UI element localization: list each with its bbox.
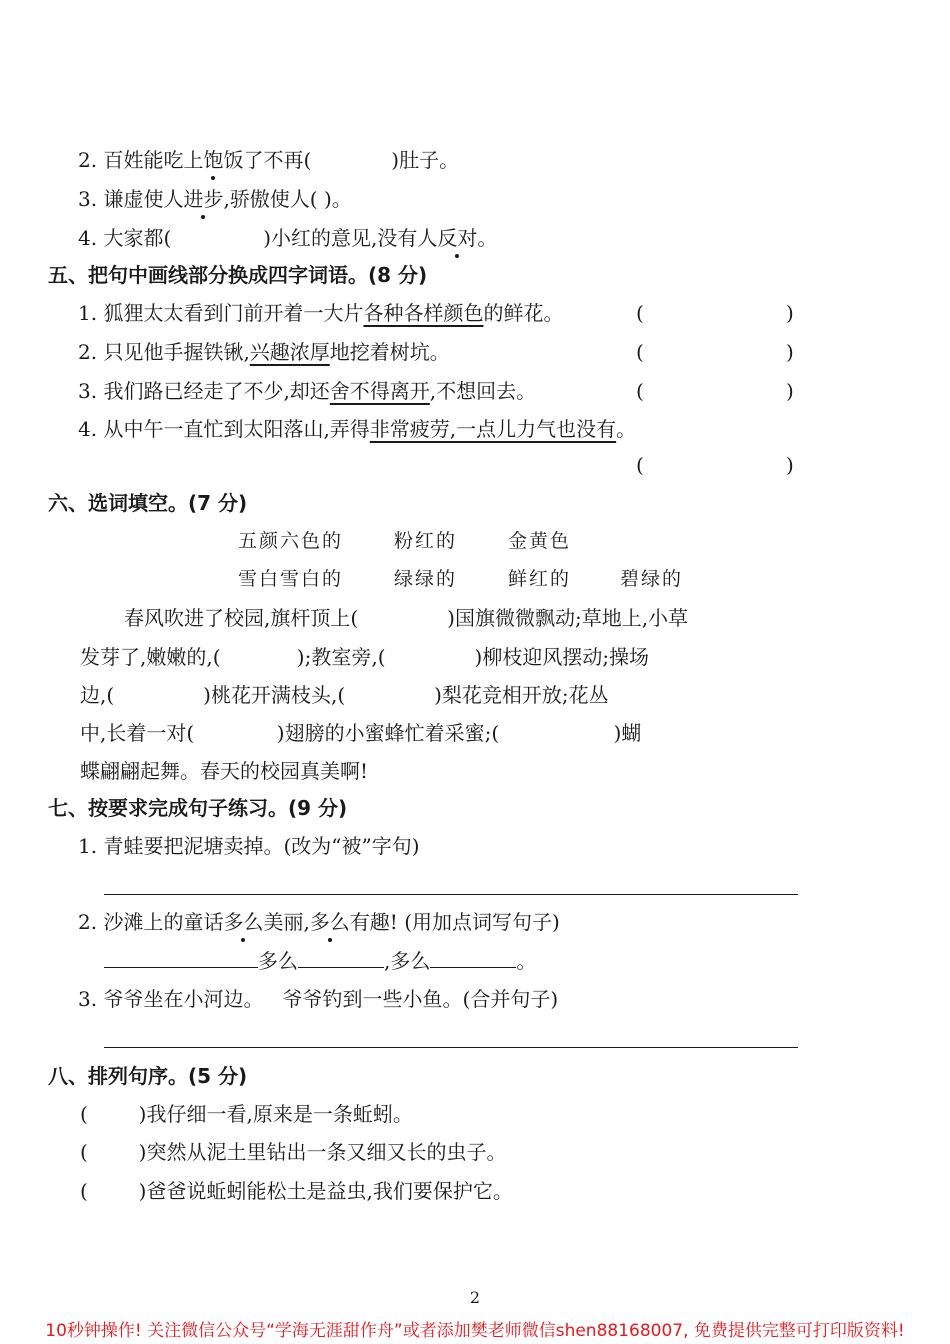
- sec7-question-2: 2. 沙滩上的童话多么美丽,多么有趣! (用加点词写句子): [78, 910, 560, 934]
- sec4-item-3: 3. 谦虚使人进步,骄傲使人( )。: [78, 187, 352, 211]
- passage-line: 春风吹进了校园,旗杆顶上( )国旗微微飘动;草地上,小草: [124, 606, 689, 630]
- promo-footer: 10秒钟操作! 关注微信公众号“学海无涯甜作舟”或者添加樊老师微信shen88168007, 免费提供完整可打印版资料!: [45, 1321, 905, 1341]
- sec7-fill-line: 多么 ,多么 。: [104, 947, 536, 975]
- sec7-question-3: 3. 爷爷坐在小河边。 爷爷钓到一些小鱼。(合并句子): [78, 987, 559, 1011]
- answer-paren-close: ): [786, 301, 794, 325]
- emphasis-dot-char: 进步: [183, 187, 224, 211]
- word-choice: 绿绿的: [394, 568, 458, 590]
- section-6-title: 六、选词填空。(7 分): [48, 491, 248, 515]
- order-item: ( )爸爸说蚯蚓能松土是益虫,我们要保护它。: [80, 1179, 513, 1203]
- fill-blank[interactable]: [104, 947, 258, 968]
- page-number: 2: [469, 1288, 481, 1307]
- word-choice: 金黄色: [508, 530, 572, 552]
- answer-line[interactable]: [104, 894, 798, 895]
- emphasis-dot-char: 饱: [203, 148, 224, 172]
- sec5-item-4: 4. 从中午一直忙到太阳落山,弄得非常疲劳,一点儿力气也没有。: [78, 417, 637, 441]
- emphasis-dot-char: 多么: [309, 910, 350, 934]
- answer-paren-open: (: [636, 340, 644, 364]
- order-item: ( )突然从泥土里钻出一条又细又长的虫子。: [80, 1140, 507, 1164]
- fill-blank[interactable]: [430, 947, 516, 968]
- emphasis-dot-char: 多么: [223, 910, 264, 934]
- section-5-title: 五、把句中画线部分换成四字词语。(8 分): [48, 263, 428, 287]
- word-choice: 雪白雪白的: [238, 568, 344, 590]
- emphasis-dot-char: 反对: [437, 226, 478, 250]
- sec4-item-4: 4. 大家都( )小红的意见,没有人反对。: [78, 226, 498, 250]
- fill-blank[interactable]: [298, 947, 384, 968]
- sec7-question-1: 1. 青蛙要把泥塘卖掉。(改为“被”字句): [78, 834, 420, 858]
- section-8-title: 八、排列句序。(5 分): [48, 1064, 248, 1088]
- passage-line: 中,长着一对( )翅膀的小蜜蜂忙着采蜜;( )蝴: [80, 721, 642, 745]
- word-choice: 碧绿的: [620, 568, 684, 590]
- answer-paren-open: (: [636, 379, 644, 403]
- answer-line[interactable]: [104, 1047, 798, 1048]
- sec5-item-2: 2. 只见他手握铁锹,兴趣浓厚地挖着树坑。: [78, 340, 450, 364]
- passage-line: 蝶翩翩起舞。春天的校园真美啊!: [80, 759, 369, 783]
- passage-line: 边,( )桃花开满枝头,( )梨花竞相开放;花丛: [80, 683, 609, 707]
- word-choice: 五颜六色的: [238, 530, 344, 552]
- sec5-item-3: 3. 我们路已经走了不少,却还舍不得离开,不想回去。: [78, 379, 537, 403]
- order-item: ( )我仔细一看,原来是一条蚯蚓。: [80, 1102, 413, 1126]
- word-choice: 粉红的: [394, 530, 458, 552]
- answer-paren-open: (: [636, 453, 644, 477]
- sec4-item-2: 2. 百姓能吃上饱饭了不再( )肚子。: [78, 148, 460, 172]
- answer-paren-close: ): [786, 340, 794, 364]
- word-choice: 鲜红的: [508, 568, 572, 590]
- answer-paren-open: (: [636, 301, 644, 325]
- section-7-title: 七、按要求完成句子练习。(9 分): [48, 796, 348, 820]
- answer-paren-close: ): [786, 453, 794, 477]
- answer-paren-close: ): [786, 379, 794, 403]
- sec5-item-1: 1. 狐狸太太看到门前开着一大片各种各样颜色的鲜花。: [78, 301, 564, 325]
- passage-line: 发芽了,嫩嫩的,( );教室旁,( )柳枝迎风摆动;操场: [80, 645, 650, 669]
